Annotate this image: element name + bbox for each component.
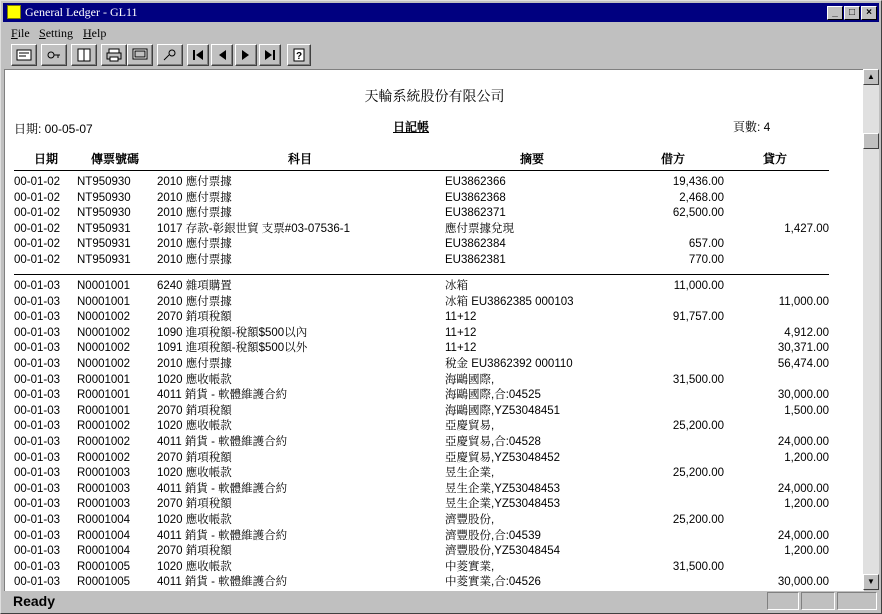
page-number: 頁數: 4 <box>733 120 771 134</box>
vertical-scrollbar[interactable] <box>863 69 879 590</box>
cell-account: 2010 應付票據 <box>157 207 232 220</box>
cell-debit: 770.00 <box>688 254 724 266</box>
cell-date: 00-01-03 <box>14 295 61 308</box>
cell-account: 1020 應收帳款 <box>157 560 232 573</box>
key-icon <box>46 48 62 62</box>
cell-voucher: R0001001 <box>77 404 131 417</box>
maximize-button[interactable]: □ <box>844 6 860 20</box>
cell-date: 00-01-03 <box>14 529 61 542</box>
cell-voucher: R0001004 <box>77 545 131 558</box>
cell-date: 00-01-02 <box>14 176 61 188</box>
menu-bar <box>3 24 879 42</box>
table-row <box>5 294 864 310</box>
cell-voucher: N0001001 <box>77 280 131 292</box>
cell-credit: 1,200.00 <box>784 545 829 558</box>
cell-account: 6240 雜項購置 <box>157 280 232 292</box>
cell-account: 2010 應付票據 <box>157 191 232 204</box>
help-button[interactable] <box>287 44 311 66</box>
cell-voucher: NT950930 <box>77 176 131 188</box>
table-row <box>5 252 864 268</box>
cell-account: 4011 銷貨 - 軟體維護合約 <box>157 389 288 402</box>
table-row <box>5 434 864 450</box>
cell-description: 11+12 <box>445 342 477 355</box>
header-date: 日期 <box>34 152 59 166</box>
cell-description: EU3862384 <box>445 238 506 251</box>
table-row <box>5 528 864 544</box>
book-icon <box>76 48 92 62</box>
cell-account: 2070 銷項稅額 <box>157 545 232 558</box>
book-button[interactable] <box>71 44 97 66</box>
cell-debit: 25,200.00 <box>672 467 724 480</box>
report-date: 日期: 00-05-07 <box>14 122 93 136</box>
monitor-icon <box>132 48 148 62</box>
cell-description: 11+12 <box>445 326 477 339</box>
last-record-button[interactable] <box>259 44 281 66</box>
help-icon <box>292 48 306 62</box>
table-row <box>5 236 864 252</box>
table-row <box>5 418 864 434</box>
table-row <box>5 403 864 419</box>
cell-debit: 11,000.00 <box>673 280 724 292</box>
status-text: Ready <box>13 593 56 609</box>
cell-credit: 30,000.00 <box>777 389 829 402</box>
cell-voucher: R0001004 <box>77 514 131 526</box>
table-row <box>5 372 864 388</box>
status-bar <box>3 591 879 611</box>
cell-voucher: N0001001 <box>77 295 131 308</box>
cell-voucher: R0001002 <box>77 436 131 448</box>
cell-credit: 11,000.00 <box>778 295 829 308</box>
table-row <box>5 205 864 221</box>
cell-description: 昱生企業,YZ53048453 <box>445 498 561 511</box>
table-row <box>5 450 864 466</box>
next-icon <box>239 48 253 62</box>
cell-description: 昱生企業, <box>445 467 495 480</box>
cell-account: 1020 應收帳款 <box>157 514 232 526</box>
cell-date: 00-01-02 <box>14 207 61 220</box>
cell-debit: 657.00 <box>688 238 724 251</box>
preview-button[interactable] <box>127 44 153 66</box>
next-record-button[interactable] <box>235 44 257 66</box>
cell-date: 00-01-03 <box>14 404 61 417</box>
cell-voucher: R0001001 <box>77 373 131 386</box>
cell-credit: 24,000.00 <box>777 436 829 448</box>
menu-help[interactable]: Help <box>83 26 107 40</box>
cell-voucher: R0001003 <box>77 498 131 511</box>
cell-credit: 30,000.00 <box>777 576 829 589</box>
cell-account: 4011 銷貨 - 軟體維護合約 <box>157 436 288 448</box>
title-bar[interactable] <box>3 3 879 22</box>
cell-voucher: R0001005 <box>77 576 131 589</box>
cell-account: 1020 應收帳款 <box>157 373 232 386</box>
table-row <box>5 574 864 590</box>
table-row <box>5 465 864 481</box>
cell-debit: 91,757.00 <box>672 311 724 324</box>
cell-account: 2010 應付票據 <box>157 358 232 370</box>
cell-date: 00-01-03 <box>14 389 61 402</box>
cell-account: 4011 銷貨 - 軟體維護合約 <box>157 529 288 542</box>
scroll-thumb[interactable] <box>863 133 879 149</box>
cell-credit: 1,500.00 <box>784 404 829 417</box>
company-name: 天輪系統股份有限公司 <box>364 88 505 104</box>
cell-date: 00-01-03 <box>14 560 61 573</box>
cell-description: 海鷗國際,YZ53048451 <box>445 404 561 417</box>
header-credit: 貸方 <box>763 152 788 166</box>
scroll-up-button[interactable]: ▲ <box>863 69 879 85</box>
cell-credit: 1,200.00 <box>784 498 829 511</box>
cell-account: 2010 應付票據 <box>157 238 232 251</box>
cell-date: 00-01-02 <box>14 254 61 266</box>
table-row <box>5 309 864 325</box>
cell-description: 應付票據兌現 <box>445 222 514 235</box>
svg-text:?: ? <box>295 51 303 62</box>
cell-date: 00-01-03 <box>14 373 61 386</box>
table-row <box>5 543 864 559</box>
form-icon <box>16 48 32 62</box>
table-row <box>5 496 864 512</box>
cell-account: 2070 銷項稅額 <box>157 311 232 324</box>
form-view-button[interactable] <box>11 44 37 66</box>
cell-date: 00-01-03 <box>14 280 61 292</box>
toolbar <box>3 42 879 68</box>
header-debit: 借方 <box>661 152 686 166</box>
cell-date: 00-01-03 <box>14 576 61 589</box>
prev-record-button[interactable] <box>211 44 233 66</box>
cell-description: 冰箱 <box>445 280 468 292</box>
printer-icon <box>106 48 122 62</box>
cell-description: 濟豐股份, <box>445 514 495 526</box>
menu-file[interactable]: File <box>11 26 30 40</box>
header-account: 科目 <box>288 152 313 166</box>
cell-date: 00-01-03 <box>14 342 61 355</box>
group-rule <box>14 274 829 275</box>
app-icon[interactable] <box>7 5 21 19</box>
last-icon <box>263 48 277 62</box>
cell-account: 2070 銷項稅額 <box>157 498 232 511</box>
table-row <box>5 190 864 206</box>
query-button[interactable] <box>41 44 67 66</box>
cell-date: 00-01-03 <box>14 436 61 448</box>
table-row <box>5 512 864 528</box>
cell-account: 2010 應付票據 <box>157 254 232 266</box>
cell-debit: 31,500.00 <box>672 373 724 386</box>
cell-date: 00-01-03 <box>14 311 61 324</box>
cell-voucher: N0001002 <box>77 342 131 355</box>
cell-account: 2010 應付票據 <box>157 176 232 188</box>
cell-description: 海鷗國際,合:04525 <box>445 389 541 402</box>
window-title: General Ledger - GL11 <box>25 5 138 19</box>
cell-description: 冰箱 EU3862385 000103 <box>445 295 574 308</box>
cell-credit: 1,200.00 <box>784 451 829 464</box>
cell-description: 稅金 EU3862392 000110 <box>445 358 573 370</box>
cell-debit: 62,500.00 <box>672 207 724 220</box>
prev-icon <box>215 48 229 62</box>
cell-date: 00-01-02 <box>14 191 61 204</box>
find-button[interactable] <box>157 44 183 66</box>
status-pane-2 <box>801 592 835 610</box>
cell-debit: 25,200.00 <box>672 514 724 526</box>
table-row <box>5 387 864 403</box>
cell-voucher: R0001005 <box>77 560 131 573</box>
cell-voucher: R0001003 <box>77 467 131 480</box>
header-rule <box>14 170 829 171</box>
cell-voucher: R0001004 <box>77 529 131 542</box>
cell-description: EU3862381 <box>445 254 506 266</box>
report-view[interactable] <box>4 69 864 591</box>
cell-description: 中菱實業, <box>445 560 495 573</box>
table-row <box>5 340 864 356</box>
cell-voucher: N0001002 <box>77 311 131 324</box>
table-row <box>5 278 864 294</box>
cell-date: 00-01-03 <box>14 514 61 526</box>
find-icon <box>162 48 178 62</box>
cell-date: 00-01-03 <box>14 498 61 511</box>
cell-credit: 56,474.00 <box>777 358 829 370</box>
scroll-down-button[interactable]: ▼ <box>863 574 879 590</box>
cell-date: 00-01-03 <box>14 482 61 495</box>
cell-voucher: N0001002 <box>77 326 131 339</box>
cell-date: 00-01-03 <box>14 358 61 370</box>
cell-credit: 4,912.00 <box>784 326 829 339</box>
cell-account: 1020 應收帳款 <box>157 420 232 433</box>
cell-voucher: R0001001 <box>77 389 131 402</box>
cell-date: 00-01-02 <box>14 238 61 251</box>
cell-voucher: NT950931 <box>77 222 131 235</box>
cell-debit: 2,468.00 <box>679 191 724 204</box>
cell-voucher: NT950931 <box>77 254 131 266</box>
cell-voucher: NT950931 <box>77 238 131 251</box>
cell-description: 中菱實業,合:04526 <box>445 576 541 589</box>
cell-account: 1020 應收帳款 <box>157 467 232 480</box>
table-row <box>5 356 864 372</box>
table-row <box>5 325 864 341</box>
cell-description: 11+12 <box>445 311 477 324</box>
cell-description: EU3862368 <box>445 191 506 204</box>
cell-account: 4011 銷貨 - 軟體維護合約 <box>157 576 288 589</box>
minimize-button[interactable]: _ <box>827 6 843 20</box>
cell-account: 2010 應付票據 <box>157 295 232 308</box>
cell-debit: 19,436.00 <box>672 176 724 188</box>
cell-account: 2070 銷項稅額 <box>157 404 232 417</box>
report-title: 日記帳 <box>393 120 430 134</box>
cell-voucher: R0001002 <box>77 451 131 464</box>
table-row <box>5 221 864 237</box>
first-record-button[interactable] <box>187 44 209 66</box>
first-icon <box>191 48 205 62</box>
cell-credit: 24,000.00 <box>777 529 829 542</box>
cell-date: 00-01-03 <box>14 451 61 464</box>
cell-voucher: R0001002 <box>77 420 131 433</box>
cell-description: EU3862366 <box>445 176 506 188</box>
cell-description: 亞慶貿易,合:04528 <box>445 436 541 448</box>
cell-voucher: N0001002 <box>77 358 131 370</box>
cell-account: 4011 銷貨 - 軟體維護合約 <box>157 482 288 495</box>
cell-description: 濟豐股份,YZ53048454 <box>445 545 561 558</box>
cell-credit: 24,000.00 <box>777 482 829 495</box>
cell-credit: 30,371.00 <box>777 342 829 355</box>
header-voucher: 傳票號碼 <box>91 152 140 166</box>
table-row <box>5 174 864 190</box>
cell-account: 2070 銷項稅額 <box>157 451 232 464</box>
cell-date: 00-01-03 <box>14 545 61 558</box>
cell-voucher: NT950930 <box>77 191 131 204</box>
cell-account: 1017 存款-彰銀世貿 支票#03-07536-1 <box>157 222 351 235</box>
table-row <box>5 481 864 497</box>
cell-credit: 1,427.00 <box>784 222 829 235</box>
cell-description: 亞慶貿易, <box>445 420 495 433</box>
cell-debit: 31,500.00 <box>672 560 724 573</box>
cell-description: 濟豐股份,合:04539 <box>445 529 541 542</box>
cell-date: 00-01-03 <box>14 420 61 433</box>
cell-date: 00-01-03 <box>14 467 61 480</box>
cell-description: EU3862371 <box>445 207 506 220</box>
cell-description: 亞慶貿易,YZ53048452 <box>445 451 561 464</box>
cell-description: 昱生企業,YZ53048453 <box>445 482 561 495</box>
cell-description: 海鷗國際, <box>445 373 495 386</box>
cell-account: 1090 進項稅額-稅額$500以內 <box>157 326 308 339</box>
cell-account: 1091 進項稅額-稅額$500以外 <box>157 342 308 355</box>
menu-setting[interactable]: Setting <box>39 26 74 40</box>
print-button[interactable] <box>101 44 127 66</box>
status-pane-3 <box>837 592 877 610</box>
close-button[interactable]: × <box>861 6 877 20</box>
cell-voucher: NT950930 <box>77 207 131 220</box>
cell-date: 00-01-02 <box>14 222 61 235</box>
cell-debit: 25,200.00 <box>672 420 724 433</box>
cell-voucher: R0001003 <box>77 482 131 495</box>
cell-date: 00-01-03 <box>14 326 61 339</box>
status-pane-1 <box>767 592 799 610</box>
table-row <box>5 559 864 575</box>
header-description: 摘要 <box>520 152 545 166</box>
